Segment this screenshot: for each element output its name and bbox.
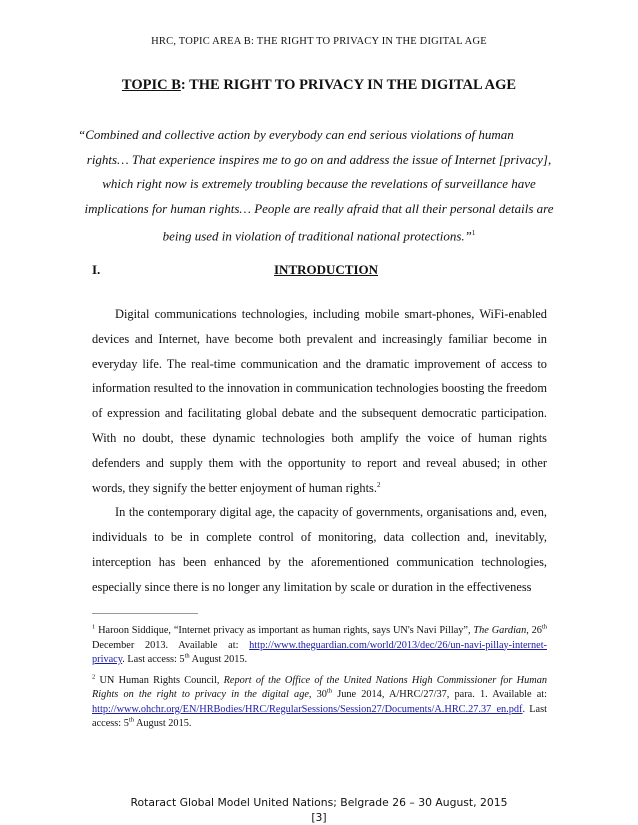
- footnote-1-available: December 2013. Available at:: [92, 639, 250, 651]
- section-number: I.: [92, 262, 101, 277]
- footnote-1: [92, 624, 547, 668]
- topic-title-prefix: TOPIC B: [121, 77, 181, 93]
- topic-title: [0, 77, 638, 94]
- footnote-2-report-title: Report of the Office of the United Nations High Commissioner for Human Rights on the right to privacy in the digital age: [92, 674, 547, 700]
- footnote-1-date-suffix: th: [541, 623, 548, 631]
- footnote-2-date: , 30: [308, 689, 327, 700]
- footnote-2: [92, 674, 547, 732]
- running-header: HRC, TOPIC AREA B: THE RIGHT TO PRIVACY IN THE DIGITAL AGE: [151, 36, 487, 47]
- footnote-separator: [92, 613, 198, 614]
- topic-title-rest: : THE RIGHT TO PRIVACY IN THE DIGITAL AGE: [180, 77, 517, 93]
- footnote-ref-2[interactable]: 2: [376, 480, 381, 489]
- footnote-1-date: , 26: [526, 625, 542, 636]
- footnote-2-number: 2: [92, 673, 96, 681]
- footnote-2-access-date: August 2015.: [133, 718, 192, 729]
- footnote-2-available: June 2014, A/HRC/27/37, para. 1. Available at:: [332, 689, 548, 700]
- quote-line-first: “Combined and collective action by everybody can end serious violations of human: [78, 127, 514, 142]
- footnote-1-link[interactable]: http://www.theguardian.com/world/2013/dec/26/un-navi-pillay-internet-privacy: [92, 639, 547, 665]
- footnote-1-access-suffix: th: [184, 652, 190, 660]
- footnote-2-text: UN Human Rights Council,: [95, 674, 224, 686]
- footnote-2-link[interactable]: http://www.ohchr.org/EN/HRBodies/HRC/RegularSessions/Session27/Documents/A.HRC.27.37_en.pdf: [92, 703, 523, 715]
- footer-event: Rotaract Global Model United Nations; Belgrade 26 – 30 August, 2015: [130, 796, 508, 809]
- paragraph-1-text: Digital communications technologies, including mobile smart-phones, WiFi-enabled devices and Internet, have become both prevalent and increasingly familiar become in everyday life. The real-time communication and the dramatic improvement of access to information resulted to the innovation in communication technologies boosting the freedom of expression and facilitating global debate and the subsequent democratic participation. With no doubt, these dynamic technologies both amplify the voice of human rights defenders and supply them with the opportunity to report and reveal abused; in other words, they signify the better enjoyment of human rights.: [92, 307, 547, 495]
- footnote-2-date-suffix: th: [326, 687, 333, 695]
- footnote-2-access-suffix: th: [128, 716, 134, 724]
- page-number: [3]: [311, 810, 327, 824]
- footnotes: [92, 624, 547, 738]
- epigraph-quote: [78, 123, 560, 249]
- footnote-1-text: Haroon Siddique, “Internet privacy as important as human rights, says UN's Navi Pillay”,: [95, 625, 474, 636]
- paragraph-1: [92, 302, 547, 500]
- footnote-1-number: 1: [92, 623, 96, 631]
- footnote-1-access: . Last access: 5: [122, 654, 185, 665]
- quote-line-rest: [78, 148, 560, 250]
- footnote-1-access-date: August 2015.: [189, 654, 248, 665]
- running-footer: [0, 796, 638, 825]
- paragraph-2: In the contemporary digital age, the capacity of governments, organisations and, even, individuals to be in complete control of monitoring, data collection and, inevitably, interception has been enhanced by the aforementioned communication technologies, especially since there is no longer any limitation by scale or duration in the effectiveness: [92, 505, 547, 594]
- section-title: INTRODUCTION: [274, 262, 379, 277]
- footnote-1-publication: The Gardian: [473, 625, 527, 636]
- footnote-ref-1[interactable]: 1: [471, 229, 476, 238]
- footnote-2-access: . Last access: 5: [92, 703, 547, 729]
- body-text: [92, 302, 547, 600]
- quote-text: rights… That experience inspires me to go on and address the issue of Internet [privacy], which right now is extremely troubling because the revelations of surveillance have implications for human rights… People are really afraid that all their personal details are being used in violation of traditional national protections.”: [84, 151, 554, 244]
